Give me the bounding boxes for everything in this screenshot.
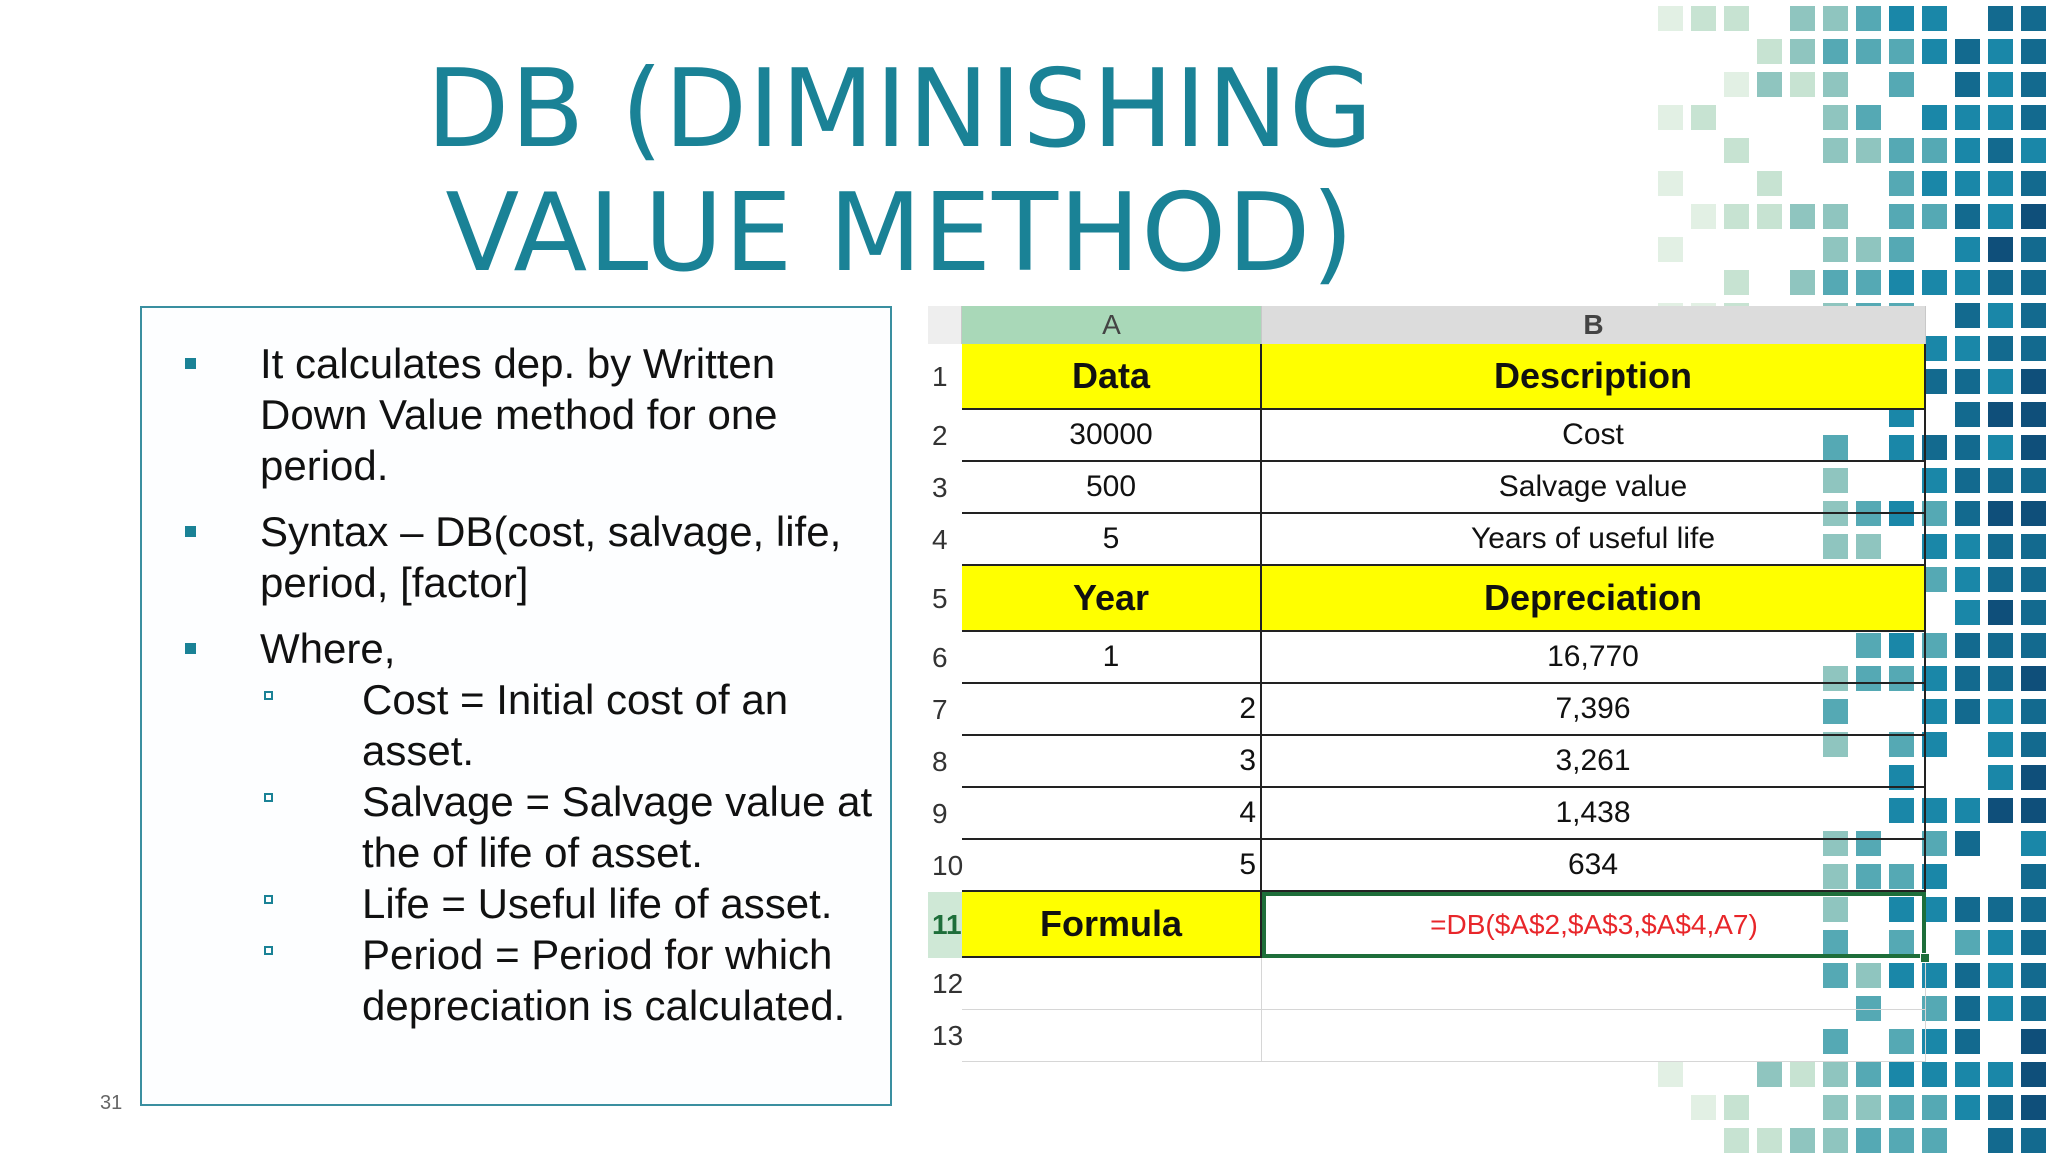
- decorative-tile: [1955, 930, 1980, 955]
- cell-a3[interactable]: 500: [962, 462, 1262, 514]
- decorative-tile: [1823, 138, 1848, 163]
- decorative-tile: [1988, 105, 2013, 130]
- decorative-tile: [2021, 798, 2046, 823]
- decorative-tile: [1988, 633, 2013, 658]
- decorative-tile: [1955, 270, 1980, 295]
- row-header[interactable]: 13: [932, 1020, 964, 1051]
- slide-title: DB (DIMINISHING VALUE METHOD): [426, 47, 1374, 296]
- decorative-tile: [1955, 567, 1980, 592]
- cell-b11[interactable]: =DB($A$2,$A$3,$A$4,A7): [1262, 892, 1926, 958]
- decorative-tile: [1922, 270, 1947, 295]
- decorative-tile: [1889, 39, 1914, 64]
- decorative-tile: [1955, 402, 1980, 427]
- sub-bullet-list: [260, 674, 882, 1031]
- decorative-tile: [1823, 39, 1848, 64]
- square-bullet-icon: [185, 643, 196, 654]
- decorative-tile: [1889, 270, 1914, 295]
- decorative-tile: [1922, 6, 1947, 31]
- decorative-tile: [1988, 699, 2013, 724]
- decorative-tile: [1988, 567, 2013, 592]
- decorative-tile: [1955, 39, 1980, 64]
- decorative-tile: [1955, 1062, 1980, 1087]
- sub-bullet-item: Life = Useful life of asset.: [244, 878, 882, 929]
- decorative-tile: [1889, 1128, 1914, 1153]
- decorative-tile: [1955, 105, 1980, 130]
- decorative-tile: [1955, 963, 1980, 988]
- decorative-tile: [1790, 270, 1815, 295]
- cell-b12[interactable]: [1262, 958, 1926, 1010]
- decorative-tile: [2021, 930, 2046, 955]
- cell-b7[interactable]: 7,396: [1262, 684, 1926, 736]
- decorative-tile: [1790, 39, 1815, 64]
- bullet-item: Syntax – DB(cost, salvage, life, period, [factor]: [142, 506, 882, 608]
- decorative-tile: [1988, 501, 2013, 526]
- fill-handle[interactable]: [1920, 953, 1930, 963]
- decorative-tile: [2021, 1029, 2046, 1054]
- decorative-tile: [1988, 39, 2013, 64]
- decorative-tile: [1955, 897, 1980, 922]
- decorative-tile: [1856, 270, 1881, 295]
- slide-number: 31: [100, 1092, 123, 1114]
- decorative-tile: [1922, 171, 1947, 196]
- decorative-tile: [1988, 138, 2013, 163]
- cell-a11[interactable]: Formula: [962, 892, 1262, 958]
- decorative-tile: [1955, 996, 1980, 1021]
- decorative-tile: [1955, 204, 1980, 229]
- cell-b9[interactable]: 1,438: [1262, 788, 1926, 840]
- decorative-tile: [1823, 1128, 1848, 1153]
- cell-a12[interactable]: [962, 958, 1262, 1010]
- row-header[interactable]: 9: [932, 798, 948, 829]
- row-header[interactable]: 4: [932, 524, 948, 555]
- decorative-tile: [1955, 435, 1980, 460]
- decorative-tile: [1955, 666, 1980, 691]
- cell-a2[interactable]: 30000: [962, 410, 1262, 462]
- decorative-tile: [1955, 831, 1980, 856]
- decorative-tile: [1691, 105, 1716, 130]
- content-textbox: [140, 306, 892, 1106]
- square-bullet-icon: [185, 358, 196, 369]
- decorative-tile: [1922, 1062, 1947, 1087]
- decorative-tile: [1856, 138, 1881, 163]
- decorative-tile: [1988, 798, 2013, 823]
- decorative-tile: [1988, 963, 2013, 988]
- decorative-tile: [1724, 1128, 1749, 1153]
- cell-a8[interactable]: 3: [962, 736, 1262, 788]
- row-header[interactable]: 10: [932, 850, 964, 881]
- decorative-tile: [1955, 501, 1980, 526]
- decorative-tile: [1724, 72, 1749, 97]
- decorative-tile: [2021, 171, 2046, 196]
- decorative-tile: [2021, 600, 2046, 625]
- decorative-tile: [2021, 138, 2046, 163]
- decorative-tile: [2021, 6, 2046, 31]
- decorative-tile: [1823, 105, 1848, 130]
- decorative-tile: [1724, 1095, 1749, 1120]
- decorative-tile: [1955, 138, 1980, 163]
- decorative-tile: [1691, 6, 1716, 31]
- decorative-tile: [1955, 1095, 1980, 1120]
- sub-bullet-item: Period = Period for which depreciation is calculated.: [244, 929, 882, 1031]
- decorative-tile: [1955, 468, 1980, 493]
- square-bullet-icon: [185, 526, 196, 537]
- decorative-tile: [1823, 270, 1848, 295]
- decorative-tile: [1955, 72, 1980, 97]
- decorative-tile: [1658, 237, 1683, 262]
- decorative-tile: [1889, 138, 1914, 163]
- decorative-tile: [1988, 270, 2013, 295]
- decorative-tile: [2021, 831, 2046, 856]
- row-header[interactable]: 6: [932, 642, 948, 673]
- decorative-tile: [1856, 105, 1881, 130]
- row-header[interactable]: 2: [932, 420, 948, 451]
- decorative-tile: [1955, 303, 1980, 328]
- cell-b1[interactable]: Description: [1262, 344, 1926, 410]
- decorative-tile: [1988, 1095, 2013, 1120]
- decorative-tile: [1889, 237, 1914, 262]
- decorative-tile: [1922, 1128, 1947, 1153]
- decorative-tile: [1658, 6, 1683, 31]
- decorative-tile: [1988, 534, 2013, 559]
- hollow-square-bullet-icon: [264, 946, 273, 955]
- decorative-tile: [1856, 1128, 1881, 1153]
- decorative-tile: [2021, 699, 2046, 724]
- decorative-tile: [1988, 732, 2013, 757]
- decorative-tile: [2021, 237, 2046, 262]
- decorative-tile: [2021, 39, 2046, 64]
- decorative-tile: [1823, 237, 1848, 262]
- decorative-tile: [1856, 237, 1881, 262]
- decorative-tile: [1757, 39, 1782, 64]
- decorative-tile: [1988, 402, 2013, 427]
- decorative-tile: [2021, 435, 2046, 460]
- decorative-tile: [1889, 72, 1914, 97]
- decorative-tile: [1691, 1095, 1716, 1120]
- decorative-tile: [1823, 1095, 1848, 1120]
- decorative-tile: [1988, 765, 2013, 790]
- decorative-tile: [1988, 897, 2013, 922]
- spreadsheet: [928, 306, 1926, 1058]
- cell-a7[interactable]: 2: [962, 684, 1262, 736]
- decorative-tile: [1790, 1062, 1815, 1087]
- decorative-tile: [1691, 204, 1716, 229]
- decorative-tile: [1922, 204, 1947, 229]
- column-header-a[interactable]: A: [962, 306, 1262, 344]
- decorative-tile: [2021, 732, 2046, 757]
- decorative-tile: [2021, 963, 2046, 988]
- cell-b8[interactable]: 3,261: [1262, 736, 1926, 788]
- decorative-tile: [2021, 468, 2046, 493]
- decorative-tile: [1988, 468, 2013, 493]
- row-header[interactable]: 1: [932, 361, 948, 392]
- decorative-tile: [1823, 72, 1848, 97]
- decorative-tile: [2021, 765, 2046, 790]
- hollow-square-bullet-icon: [264, 793, 273, 802]
- decorative-tile: [1955, 336, 1980, 361]
- decorative-tile: [1988, 171, 2013, 196]
- decorative-tile: [1823, 1062, 1848, 1087]
- decorative-tile: [1889, 204, 1914, 229]
- decorative-tile: [1856, 1095, 1881, 1120]
- decorative-tile: [1757, 171, 1782, 196]
- decorative-tile: [1724, 6, 1749, 31]
- cell-a1[interactable]: Data: [962, 344, 1262, 410]
- decorative-tile: [1988, 369, 2013, 394]
- cell-a10[interactable]: 5: [962, 840, 1262, 892]
- decorative-tile: [1922, 1095, 1947, 1120]
- decorative-tile: [1988, 1062, 2013, 1087]
- decorative-tile: [2021, 204, 2046, 229]
- decorative-tile: [1988, 600, 2013, 625]
- decorative-tile: [1955, 699, 1980, 724]
- decorative-tile: [1922, 105, 1947, 130]
- cell-b10[interactable]: 634: [1262, 840, 1926, 892]
- row-header[interactable]: 3: [932, 472, 948, 503]
- decorative-tile: [1988, 303, 2013, 328]
- cell-a4[interactable]: 5: [962, 514, 1262, 566]
- decorative-tile: [1757, 1128, 1782, 1153]
- decorative-tile: [2021, 534, 2046, 559]
- decorative-tile: [1658, 105, 1683, 130]
- bullet-item: It calculates dep. by Written Down Value method for one period.: [142, 338, 882, 491]
- decorative-tile: [1823, 204, 1848, 229]
- decorative-tile: [1955, 600, 1980, 625]
- decorative-tile: [1757, 204, 1782, 229]
- cell-a9[interactable]: 4: [962, 788, 1262, 840]
- cell-a13[interactable]: [962, 1010, 1262, 1062]
- decorative-tile: [1790, 1128, 1815, 1153]
- decorative-tile: [2021, 303, 2046, 328]
- hollow-square-bullet-icon: [264, 895, 273, 904]
- decorative-tile: [1856, 1062, 1881, 1087]
- bullet-list: [142, 338, 882, 1031]
- cell-b6[interactable]: 16,770: [1262, 632, 1926, 684]
- cell-b13[interactable]: [1262, 1010, 1926, 1062]
- decorative-tile: [2021, 864, 2046, 889]
- decorative-tile: [1988, 6, 2013, 31]
- bullet-item: Where, Cost = Initial cost of an asset. Salvage = Salvage value at the of life of asset. Life = Useful life of asset. Period = Period for which depreciation is calculated.: [142, 623, 882, 1031]
- decorative-tile: [1988, 1128, 2013, 1153]
- decorative-tile: [1889, 171, 1914, 196]
- cell-a5[interactable]: Year: [962, 566, 1262, 632]
- decorative-tile: [1955, 369, 1980, 394]
- cell-b3[interactable]: Salvage value: [1262, 462, 1926, 514]
- decorative-tile: [1856, 6, 1881, 31]
- hollow-square-bullet-icon: [264, 691, 273, 700]
- sub-bullet-item: Salvage = Salvage value at the of life of asset.: [244, 776, 882, 878]
- decorative-tile: [1988, 930, 2013, 955]
- decorative-tile: [2021, 72, 2046, 97]
- decorative-tile: [1988, 237, 2013, 262]
- row-header[interactable]: 12: [932, 968, 964, 999]
- decorative-tile: [2021, 369, 2046, 394]
- decorative-tile: [1955, 1029, 1980, 1054]
- decorative-tile: [2021, 996, 2046, 1021]
- decorative-tile: [1889, 1095, 1914, 1120]
- decorative-tile: [1922, 39, 1947, 64]
- cell-b2[interactable]: Cost: [1262, 410, 1926, 462]
- decorative-tile: [1988, 72, 2013, 97]
- decorative-tile: [2021, 567, 2046, 592]
- decorative-tile: [1988, 435, 2013, 460]
- select-all-corner[interactable]: [928, 306, 962, 344]
- decorative-tile: [1658, 1062, 1683, 1087]
- cell-a6[interactable]: 1: [962, 632, 1262, 684]
- decorative-tile: [2021, 897, 2046, 922]
- decorative-tile: [1757, 1062, 1782, 1087]
- decorative-tile: [1658, 171, 1683, 196]
- decorative-tile: [2021, 270, 2046, 295]
- sub-bullet-item: Cost = Initial cost of an asset.: [244, 674, 882, 776]
- decorative-tile: [1955, 534, 1980, 559]
- row-header[interactable]: 7: [932, 694, 948, 725]
- decorative-tile: [1790, 72, 1815, 97]
- decorative-tile: [2021, 666, 2046, 691]
- decorative-tile: [1724, 138, 1749, 163]
- decorative-tile: [1889, 6, 1914, 31]
- decorative-tile: [1790, 6, 1815, 31]
- decorative-tile: [1955, 171, 1980, 196]
- decorative-tile: [2021, 336, 2046, 361]
- decorative-tile: [1988, 666, 2013, 691]
- decorative-tile: [1790, 204, 1815, 229]
- decorative-tile: [2021, 1128, 2046, 1153]
- decorative-tile: [1955, 633, 1980, 658]
- column-header-b[interactable]: B: [1262, 306, 1926, 344]
- decorative-tile: [1856, 39, 1881, 64]
- decorative-tile: [2021, 633, 2046, 658]
- decorative-tile: [2021, 402, 2046, 427]
- decorative-tile: [1757, 72, 1782, 97]
- decorative-tile: [1823, 6, 1848, 31]
- decorative-tile: [2021, 501, 2046, 526]
- decorative-tile: [1889, 1062, 1914, 1087]
- decorative-tile: [1988, 996, 2013, 1021]
- decorative-tile: [1988, 336, 2013, 361]
- decorative-tile: [1724, 204, 1749, 229]
- decorative-tile: [1955, 798, 1980, 823]
- row-header[interactable]: 11: [928, 892, 962, 958]
- decorative-tile: [1724, 270, 1749, 295]
- decorative-tile: [1988, 204, 2013, 229]
- row-header[interactable]: 5: [932, 583, 948, 614]
- decorative-tile: [1955, 237, 1980, 262]
- cell-b5[interactable]: Depreciation: [1262, 566, 1926, 632]
- decorative-tile: [2021, 1062, 2046, 1087]
- decorative-tile: [2021, 105, 2046, 130]
- row-header[interactable]: 8: [932, 746, 948, 777]
- decorative-tile: [2021, 1095, 2046, 1120]
- cell-b4[interactable]: Years of useful life: [1262, 514, 1926, 566]
- decorative-tile: [1922, 138, 1947, 163]
